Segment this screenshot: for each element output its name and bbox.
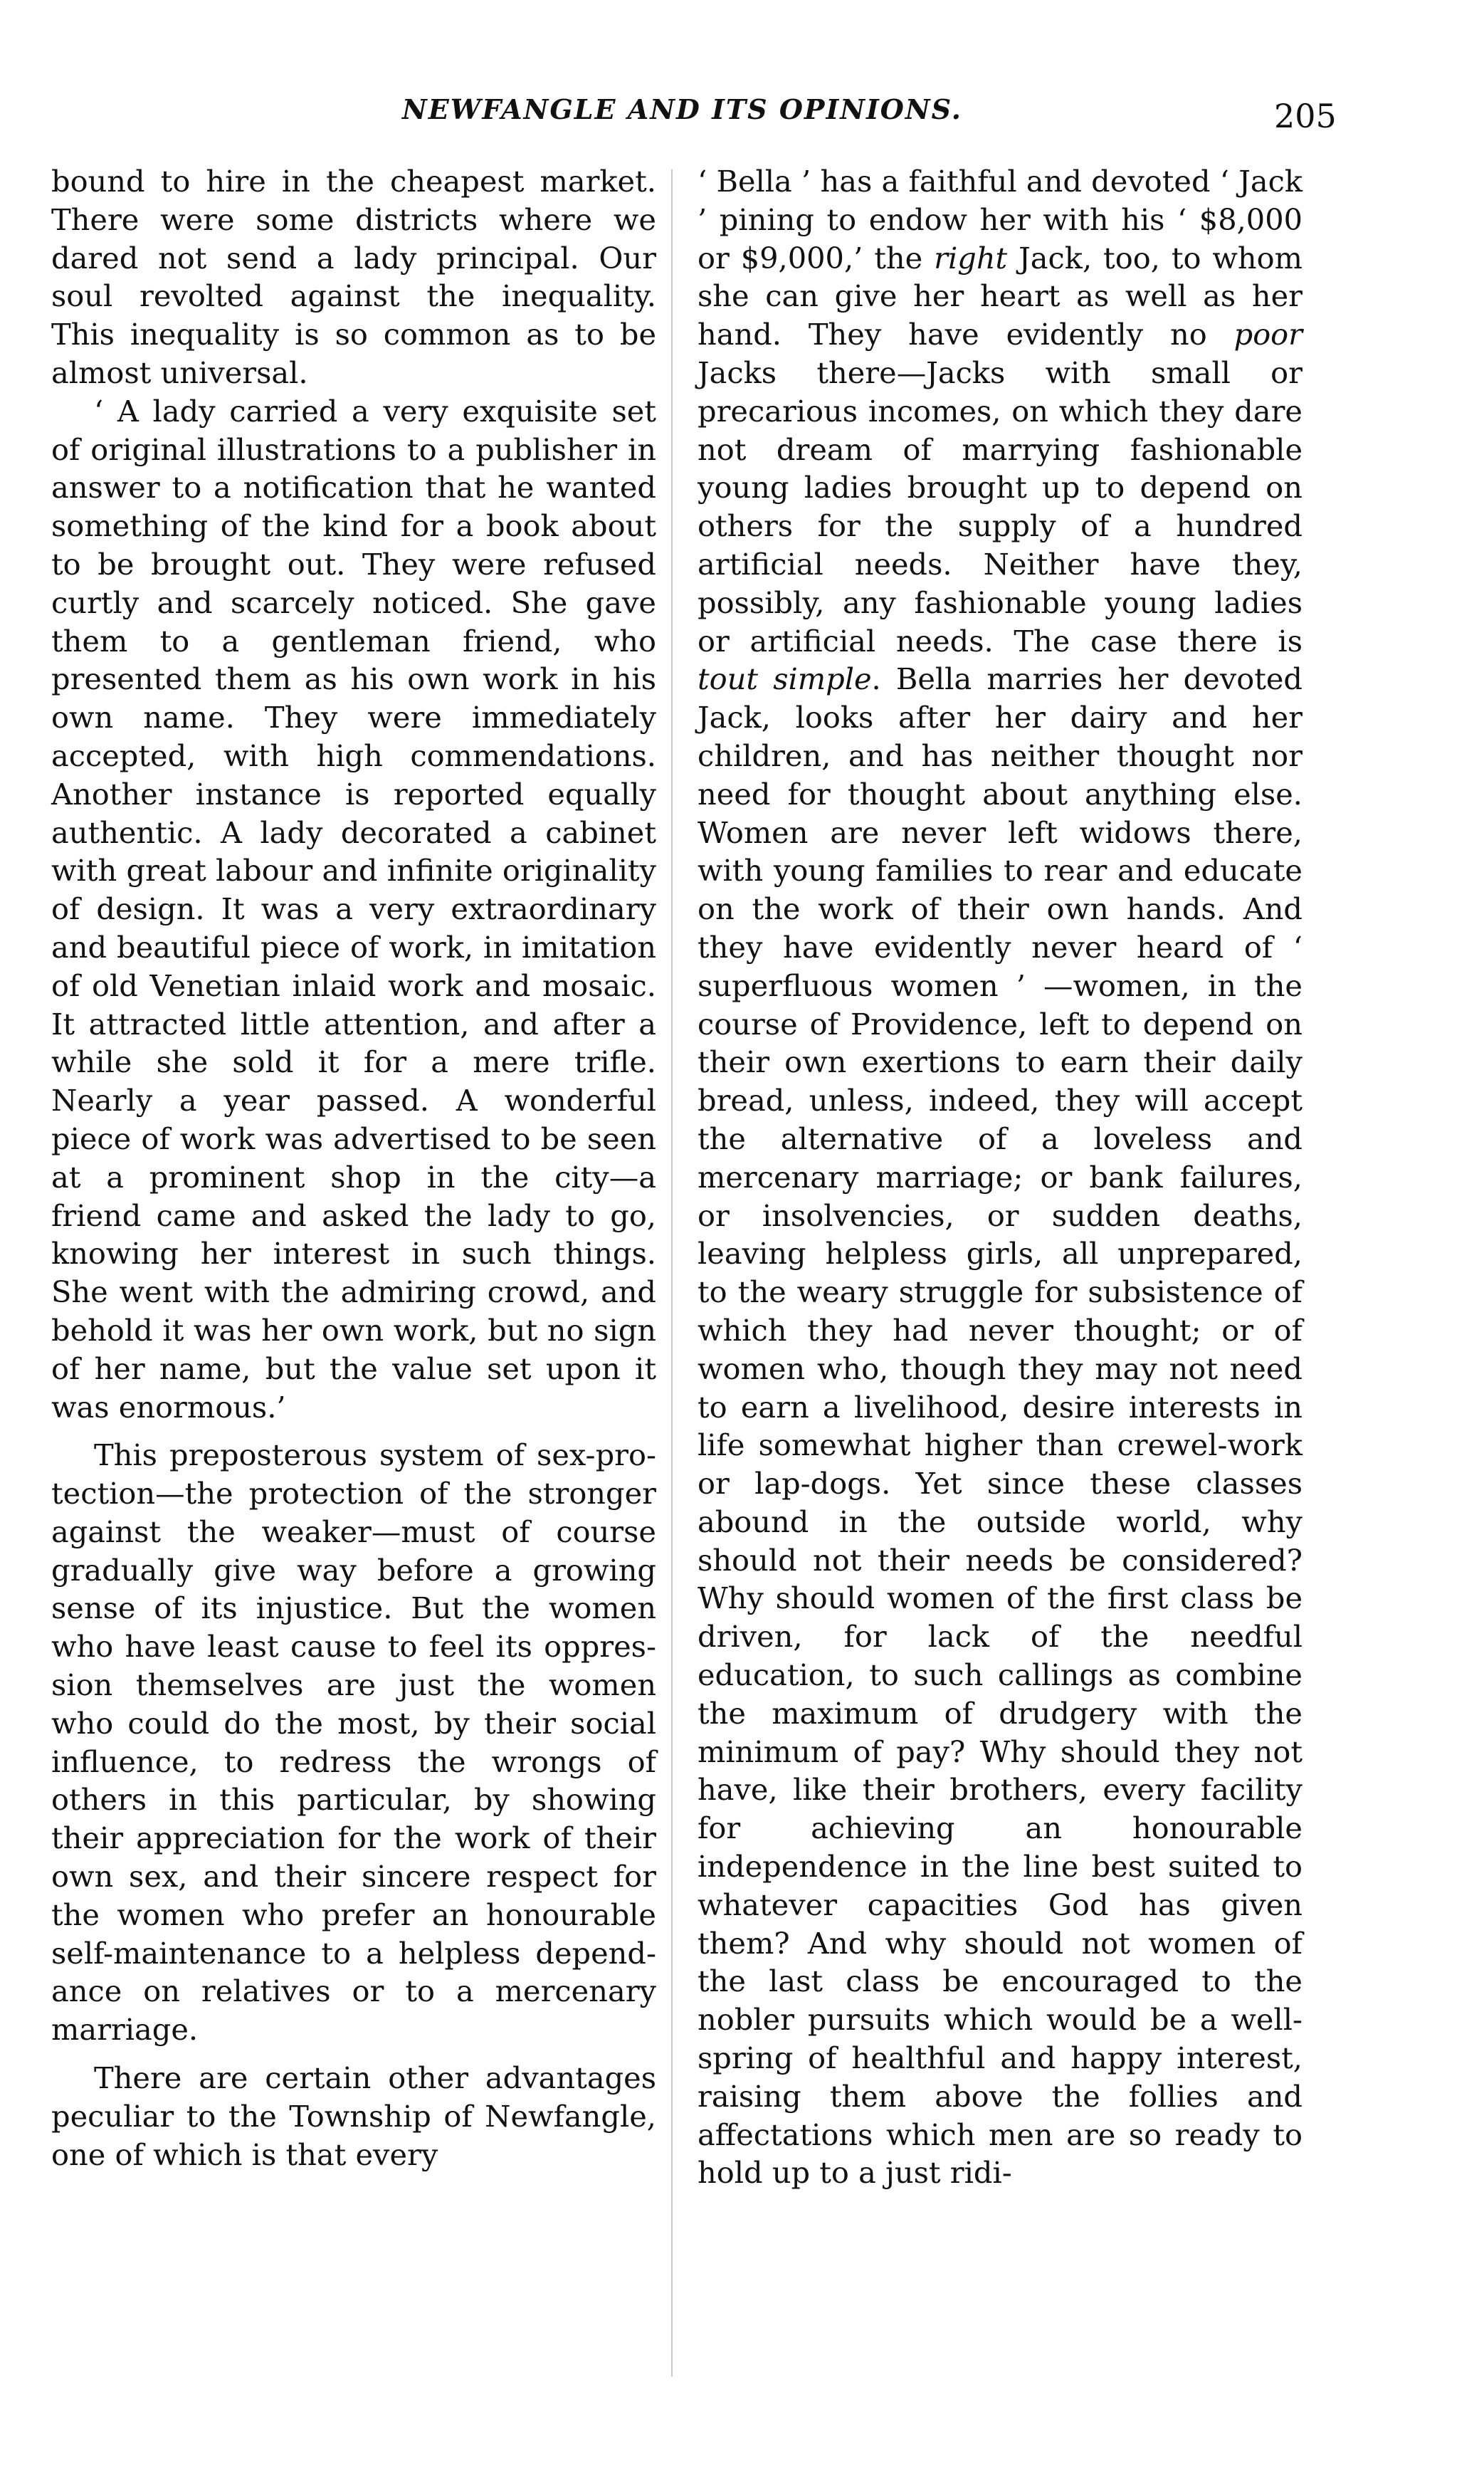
left-paragraph-3: This preposterous system of sex-protection—the protection of the stronger against the weaker—must of course gradually give way before a growing sense of its injustice. But the women who have least cause to feel its oppression themselves are just the women who could do the most, by their social influence, to redress the wrongs of others in this particular, by showing their appreciation for the work of their own sex, and their sincere respect for the women who prefer an honourable self-maintenance to a helpless dependance on relatives or to a mercenary marriage. xyxy=(51,1437,656,2048)
left-paragraph-2: ‘ A lady carried a very exquisite set of original illustrations to a publisher in answer to a notification that he wanted something of the kind for a book about to be brought out. They were refused curtly and scarcely noticed. She gave them to a gentleman friend, who presented them as his own work in his own name. They were immediately accepted, with high commendations. Another instance is reported equally authentic. A lady decorated a cabinet with great labour and infinite originality of design. It was a very extraordinary and beautiful piece of work, in imitation of old Venetian inlaid work and mosaic. It attracted little attention, and after a while she sold it for a mere trifle. Nearly a year passed. A wonderful piece of work was advertised to be seen at a prominent shop in the city—a friend came and asked the lady to go, knowing her interest in such things. She went with the admiring crowd, and behold it was her own work, but no sign of her name, but the value set upon it was enormous.’ xyxy=(51,393,656,1425)
running-head-title: NEWFANGLE AND ITS OPINIONS. xyxy=(402,93,962,125)
column-divider xyxy=(671,169,673,2376)
left-paragraph-4: There are certain other advantages peculiar to the Township of Newfangle, one of which is that every xyxy=(51,2060,656,2172)
right-italic-segment: poor xyxy=(1233,317,1303,352)
right-text-segment: Jacks there—Jacks with small or precarious incomes, on which they dare not dream of marrying fashionable young ladies brought up to depend on others for the supply of a hundred artificial needs. Neither have they, possibly, any fashionable young ladies or artificial needs. The case there is xyxy=(698,355,1303,659)
right-paragraph-1 xyxy=(698,162,1303,2192)
right-italic-segment: right xyxy=(934,240,1008,276)
right-column xyxy=(698,162,1303,2192)
right-text-segment: ‘ Bella ’ has a faithful and devoted ‘ Jack ’ pining to endow her with his ‘ $8,000 or $9,000,’ the xyxy=(698,164,1303,276)
right-text-segment: . Bella marries her devoted Jack, looks after her dairy and her children, and has neither thought nor need for thought about anything else. Women are never left widows there, with young families to rear and educate on the work of their own hands. And they have evidently never heard of ‘ superfluous women ’ —women, in the course of Providence, left to depend on their own exertions to earn their daily bread, unless, indeed, they will accept the alternative of a loveless and mercenary marriage; or bank failures, or insolvencies, or sudden deaths, leaving helpless girls, all unprepared, to the weary struggle for subsistence of which they had never thought; or of women who, though they may not need to earn a livelihood, desire interests in life somewhat higher than crewel-work or lap-dogs. Yet since these classes abound in the outside world, why should not their needs be considered? Why should women of the first class be driven, for lack of the needful education, to such callings as combine the maximum of drudgery with the minimum of pay? Why should they not have, like their brothers, every facility for achieving an honourable independence in the line best suited to whatever capacities God has given them? And why should not women of the last class be encouraged to the nobler pursuits which would be a well-spring of healthful and happy interest, raising them above the follies and affectations which men are so ready to hold up to a just ridi- xyxy=(698,661,1303,2191)
page-number: 205 xyxy=(1274,97,1337,135)
right-italic-segment: tout simple xyxy=(698,661,872,697)
right-text-segment: Jack, too, to whom she can give her heart as well as her hand. They have evidently no xyxy=(698,240,1303,352)
left-paragraph-1: bound to hire in the cheapest market. There were some districts where we dared not send a lady principal. Our soul revolted against the inequality. This inequality is so common as to be almost universal. xyxy=(51,164,656,390)
left-column xyxy=(51,162,656,2174)
